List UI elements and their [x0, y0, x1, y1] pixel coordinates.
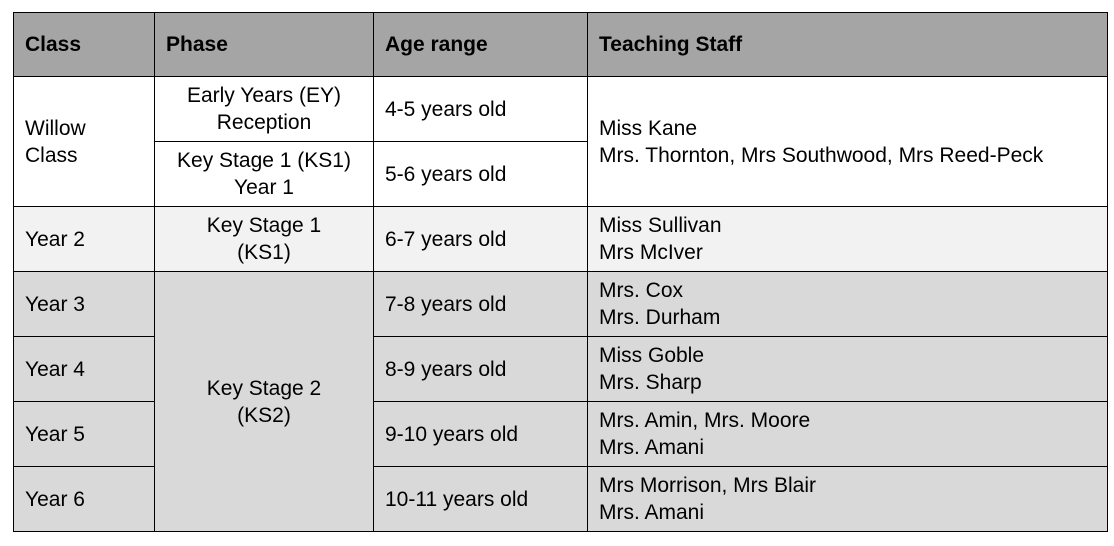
staff-cell: Mrs Morrison, Mrs Blair Mrs. Amani — [588, 467, 1108, 532]
class-cell: Willow Class — [14, 77, 155, 207]
class-staff-table — [13, 12, 1108, 532]
header-teaching-staff: Teaching Staff — [588, 13, 1108, 77]
header-row — [14, 13, 1108, 77]
age-cell: 10-11 years old — [374, 467, 588, 532]
table-row — [14, 77, 1108, 142]
class-cell: Year 5 — [14, 402, 155, 467]
phase-cell: Key Stage 1 (KS1) — [155, 207, 374, 272]
age-cell: 8-9 years old — [374, 337, 588, 402]
staff-cell: Mrs. Cox Mrs. Durham — [588, 272, 1108, 337]
phase-cell: Early Years (EY) Reception — [155, 77, 374, 142]
table-row — [14, 272, 1108, 337]
header-phase: Phase — [155, 13, 374, 77]
phase-cell: Key Stage 1 (KS1) Year 1 — [155, 142, 374, 207]
staff-cell: Miss Goble Mrs. Sharp — [588, 337, 1108, 402]
class-cell: Year 2 — [14, 207, 155, 272]
phase-cell: Key Stage 2 (KS2) — [155, 272, 374, 532]
age-cell: 7-8 years old — [374, 272, 588, 337]
class-cell: Year 3 — [14, 272, 155, 337]
age-cell: 4-5 years old — [374, 77, 588, 142]
age-cell: 5-6 years old — [374, 142, 588, 207]
class-cell: Year 6 — [14, 467, 155, 532]
age-cell: 9-10 years old — [374, 402, 588, 467]
table-row — [14, 207, 1108, 272]
staff-cell: Mrs. Amin, Mrs. Moore Mrs. Amani — [588, 402, 1108, 467]
class-cell: Year 4 — [14, 337, 155, 402]
age-cell: 6-7 years old — [374, 207, 588, 272]
header-class: Class — [14, 13, 155, 77]
staff-cell: Miss Kane Mrs. Thornton, Mrs Southwood, Mrs Reed-Peck — [588, 77, 1108, 207]
header-age-range: Age range — [374, 13, 588, 77]
staff-cell: Miss Sullivan Mrs McIver — [588, 207, 1108, 272]
